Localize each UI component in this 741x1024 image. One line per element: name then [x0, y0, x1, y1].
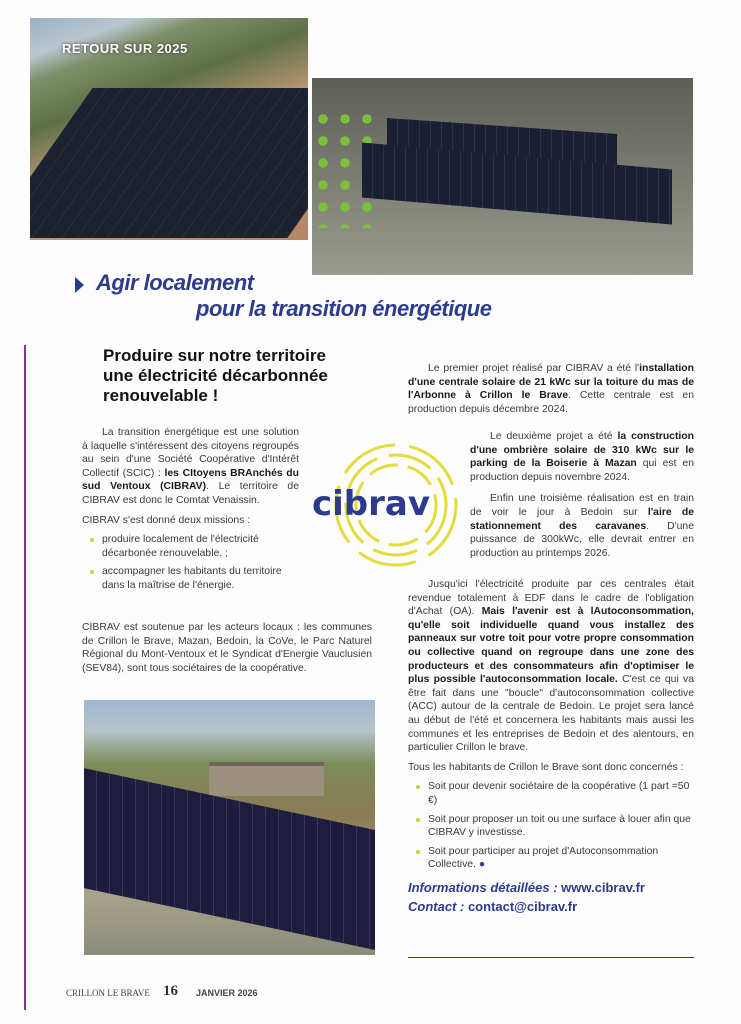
section-tag: RETOUR SUR 2025 — [62, 41, 188, 56]
page-title-line1: Agir localement — [96, 270, 254, 295]
page-number: 16 — [163, 983, 178, 999]
supporters-paragraph: CIBRAV est soutenue par les acteurs locaux : les communes de Crillon le Brave, Mazan, Bedoin, la CoVe, le Parc Naturel Régional du Mont-Ventoux et le Syndicat d'Energie Vauclusien (SEV84), sont tous sociétaires de la coopérative. — [82, 622, 372, 674]
side-divider — [24, 345, 26, 1010]
footer-divider — [408, 957, 694, 958]
svg-text:cibrav: cibrav — [312, 484, 431, 524]
footer-publication: CRILLON LE BRAVE — [66, 988, 150, 998]
list-item: produire localement de l'électricité décarbonée renouvelable. ; — [102, 533, 299, 560]
title-triangle-icon — [75, 277, 84, 293]
missions-list — [82, 533, 299, 592]
page-title-line2: pour la transition énergétique — [196, 296, 492, 321]
contact-email-link[interactable]: contact@cibrav.fr — [467, 898, 578, 914]
involvement-list — [408, 780, 694, 872]
website-link[interactable]: www.cibrav.fr — [561, 879, 645, 895]
list-item: Soit pour participer au projet d'Autoconsommation Collective. ● — [428, 845, 694, 872]
magazine-page: RETOUR SUR 2025 Agir localement pour la transition énergétique Produire sur notre territoire une électricité décarbonnée renouvelable ! La transition énergétique est une solution à laquelle s'intéressent des citoyens regroupés au sein d'une Société Coopérative d'Intérêt Collectif (SCIC) : les CItoyens BRAnchés du sud Ventoux (CIBRAV). Le territoire de CIBRAV est donc le Comtat Venaissin. CIBRAV s'est donné deux missions : produire localement de l'électricité décarbonée renouvelable. ; accompagner les habitants du territoire dans la maîtrise de l'énergie. CIBRAV est soutenue par les acteurs locaux : les communes de Crillon le Brave, Mazan, Bedoin, la CoVe, le Parc Naturel Régional du Mont-Ventoux et le Syndicat d'Energie Vauclusien (SEV84), sont tous sociétaires de la coopérative. cibrav Le premier projet réalisé par CIBRAV a été l'installation d'une centrale solaire de 21 kWc sur la toiture du mas de l'Arbonne à Crillon le Brave. Cette centrale est en production depuis décembre 2024. Le deuxième projet a été la construction d'une ombrière solaire de 310 kWc sur le parking de la Boiserie à Mazan qui est en production depuis novembre 2024. Enfin une troisième réalisation est en train de voir le jour à Bedoin sur l'aire de stationnement des caravanes. D'une puissance de 300kWc, elle devrait entrer en production au printemps 2026. Jusqu'ici l'électricité produite par ces centrales était revendue totalement à EDF dans le cadre de l'obligation d'Achat (OA). Mais l'avenir est à lAutoconsommation, qu'elle soit individuelle quand vous installez des panneaux sur votre toit pour votre propre consommation ou collective quand on regroupe dans une zone des producteurs et des consommateurs afin d'optimiser le plus possible l'autoconsommation locale. C'est ce qui va être fait dans une "boucle" d'autoconsommation collective (ACC) autour de la centrale de Bedoin. Le projet sera lancé au début de l'été et concernera les habitants mais aussi les communes et les entreprises de Bedoin et des alentours, en particulier Crillon le brave. Tous les habitants de Crillon le Brave sont donc concernés : Soit pour devenir sociétaire de la coopérative (1 part =50 €) Soit pour proposer un toit ou une surface à louer afin que CIBRAV y investisse. Soit pour participer au projet d'Autoconsommation Collective. ● Informations détaillées : www.cibrav.fr Contact : contact@cibrav.fr CRILLON LE BRAVE 16 JANVIER 2026 — [0, 0, 741, 1024]
list-item: accompagner les habitants du territoire dans la maîtrise de l'énergie. — [102, 565, 299, 592]
right-column: Le premier projet réalisé par CIBRAV a été l'installation d'une centrale solaire de 21 kWc sur la toiture du mas de l'Arbonne à Crillon le Brave. Cette centrale est en production depuis décembre 2024. — [408, 363, 694, 415]
cibrav-logo — [308, 440, 458, 575]
parking-solar-canopy-photo — [312, 78, 693, 275]
list-item: Soit pour proposer un toit ou une surface à louer afin que CIBRAV y investisse. — [428, 813, 694, 840]
footer-date: JANVIER 2026 — [196, 988, 258, 998]
section-heading: Produire sur notre territoire une électricité décarbonnée renouvelable ! — [103, 346, 328, 405]
list-item: Soit pour devenir sociétaire de la coopérative (1 part =50 €) — [428, 780, 694, 807]
left-column-top: La transition énergétique est une solution à laquelle s'intéressent des citoyens regroupés au sein d'une Société Coopérative d'Intérêt Collectif (SCIC) : les CItoyens BRAnchés du sud Ventoux (CIBRAV). Le territoire de CIBRAV est donc le Comtat Venaissin. CIBRAV s'est donné deux missions : produire localement de l'électricité décarbonée renouvelable. ; accompagner les habitants du territoire dans la maîtrise de l'énergie. — [82, 427, 299, 591]
solar-carport-aerial-photo — [84, 700, 375, 955]
